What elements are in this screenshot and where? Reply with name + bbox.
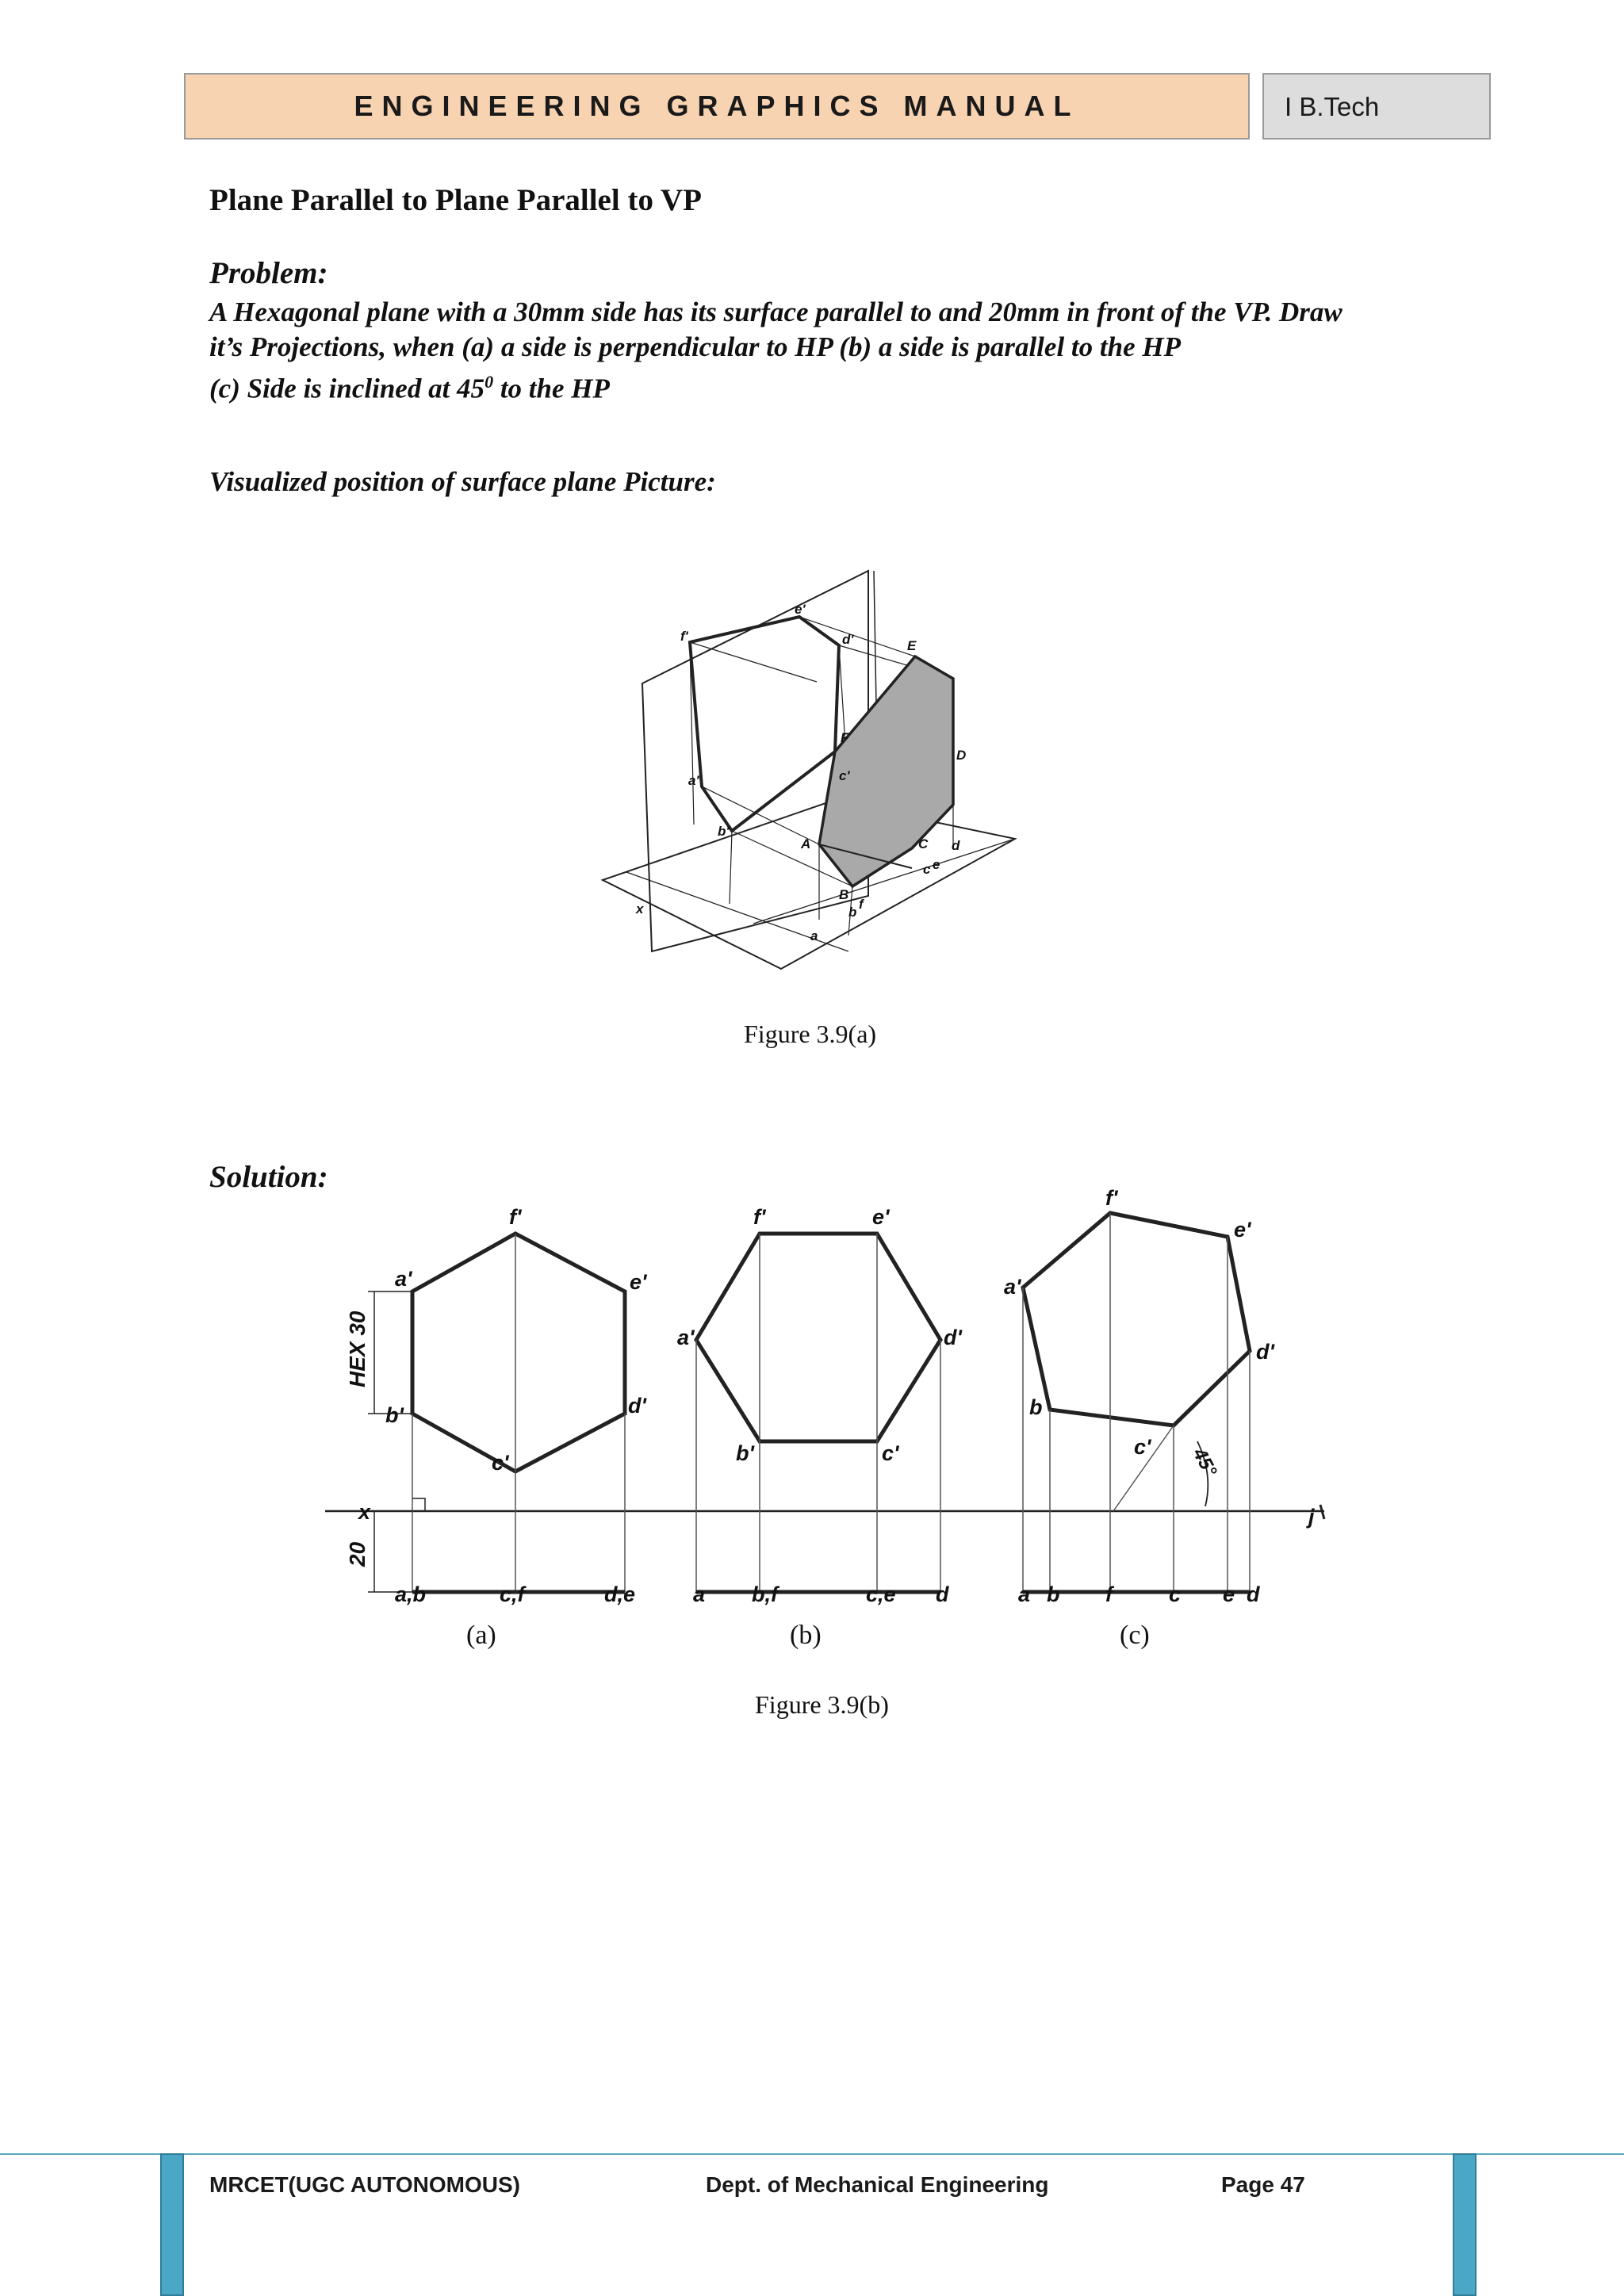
label-A: A (801, 836, 811, 851)
label-b-a-prime: a' (677, 1326, 695, 1349)
label-B: B (839, 887, 849, 902)
label-a-cf: c,f (500, 1582, 525, 1606)
pictorial-figure (587, 555, 1031, 999)
label-c-a-prime: a' (1004, 1275, 1021, 1299)
solution-heading: Solution: (209, 1160, 328, 1194)
label-a-e-prime: e' (630, 1270, 647, 1294)
label-c: c (923, 862, 931, 877)
dimension-hex-30: HEX 30 (345, 1311, 370, 1387)
label-b-f-prime: f' (753, 1205, 766, 1229)
footer-left-bar (160, 2153, 184, 2296)
label-c-prime: c' (839, 768, 850, 783)
label-c-b: b (1029, 1395, 1043, 1419)
visualized-heading: Visualized position of surface plane Picture: (209, 466, 716, 497)
manual-title: ENGINEERING GRAPHICS MANUAL (354, 90, 1080, 122)
subfigure-a-label: (a) (466, 1621, 496, 1650)
label-E: E (907, 638, 917, 653)
course-label: I B.Tech (1285, 92, 1380, 121)
label-b-d-prime: d' (944, 1326, 962, 1349)
footer-institution: MRCET(UGC AUTONOMOUS) (209, 2172, 520, 2197)
label-c-a: a (1018, 1582, 1031, 1606)
label-d: d (952, 838, 960, 853)
problem-line-3 (209, 365, 1494, 407)
subfigure-b-label: (b) (790, 1621, 822, 1650)
label-b-prime: b' (718, 824, 730, 839)
label-a-d-prime: d' (628, 1394, 646, 1418)
dimension-20: 20 (345, 1541, 370, 1567)
course-badge (1262, 73, 1491, 140)
label-c-f: f (1105, 1582, 1113, 1606)
problem-heading: Problem: (209, 256, 328, 290)
view-b (696, 1234, 940, 1592)
label-e: e (933, 857, 940, 872)
view-c (1023, 1213, 1250, 1592)
subfigure-c-label: (c) (1120, 1621, 1150, 1650)
label-a-ab: a,b (395, 1582, 427, 1606)
label-c-e: e (1223, 1582, 1235, 1606)
problem-line-3-end: to the HP (493, 373, 610, 404)
degree-superscript: 0 (485, 372, 494, 392)
label-C: C (918, 836, 929, 851)
label-c-b2: b (1047, 1582, 1060, 1606)
label-x: x (636, 901, 644, 916)
figure-b-caption: Figure 3.9(b) (755, 1690, 889, 1719)
section-title: Plane Parallel to Plane Parallel to VP (209, 183, 702, 217)
problem-statement (209, 295, 1494, 407)
label-f: f (859, 897, 864, 912)
label-D: D (956, 748, 967, 763)
label-c-d: d (1247, 1582, 1260, 1606)
footer-right-bar (1453, 2153, 1477, 2296)
label-a-f-prime: f' (509, 1205, 522, 1229)
label-e-prime: e' (795, 602, 806, 617)
label-c-c: c (1169, 1582, 1182, 1606)
label-b-a: a (693, 1582, 706, 1606)
footer-department: Dept. of Mechanical Engineering (706, 2172, 1049, 2197)
footer-page-number: Page 47 (1221, 2172, 1305, 2197)
figure-a-caption: Figure 3.9(a) (744, 1020, 877, 1048)
label-a-c-prime: c' (492, 1451, 509, 1475)
label-x: x (358, 1500, 371, 1524)
label-c-f-prime: f' (1105, 1189, 1118, 1210)
label-a-b-prime: b' (385, 1403, 404, 1427)
label-b-b-prime: b' (736, 1441, 754, 1465)
footer-rule (0, 2153, 1624, 2155)
label-y: j (1308, 1505, 1315, 1529)
label-F: F (841, 730, 849, 745)
label-b-bf: b,f (752, 1582, 778, 1606)
angle-45-label: 45° (1188, 1445, 1221, 1480)
problem-line-1: A Hexagonal plane with a 30mm side has its surface parallel to and 20mm in front of the VP. Draw (209, 297, 1342, 327)
label-c-d-prime: d' (1256, 1340, 1274, 1364)
problem-line-3-text: (c) Side is inclined at 45 (209, 373, 485, 404)
projections-figure (301, 1189, 1332, 1633)
label-b-d: d (936, 1582, 949, 1606)
label-a: a (810, 928, 818, 943)
label-a-a-prime: a' (395, 1267, 412, 1291)
label-b: b (848, 905, 857, 920)
label-b-ce: c,e (866, 1582, 896, 1606)
label-c-c-prime: c' (1134, 1435, 1151, 1459)
manual-title-banner (184, 73, 1250, 140)
label-b-e-prime: e' (872, 1205, 890, 1229)
problem-line-2: it’s Projections, when (a) a side is perpendicular to HP (b) a side is parallel to the HP (209, 331, 1181, 362)
label-f-prime: f' (680, 629, 688, 644)
label-d-prime: d' (842, 632, 854, 647)
label-b-c-prime: c' (882, 1441, 899, 1465)
label-c-e-prime: e' (1234, 1218, 1251, 1242)
label-a-prime: a' (688, 773, 699, 788)
label-a-de: d,e (604, 1582, 636, 1606)
